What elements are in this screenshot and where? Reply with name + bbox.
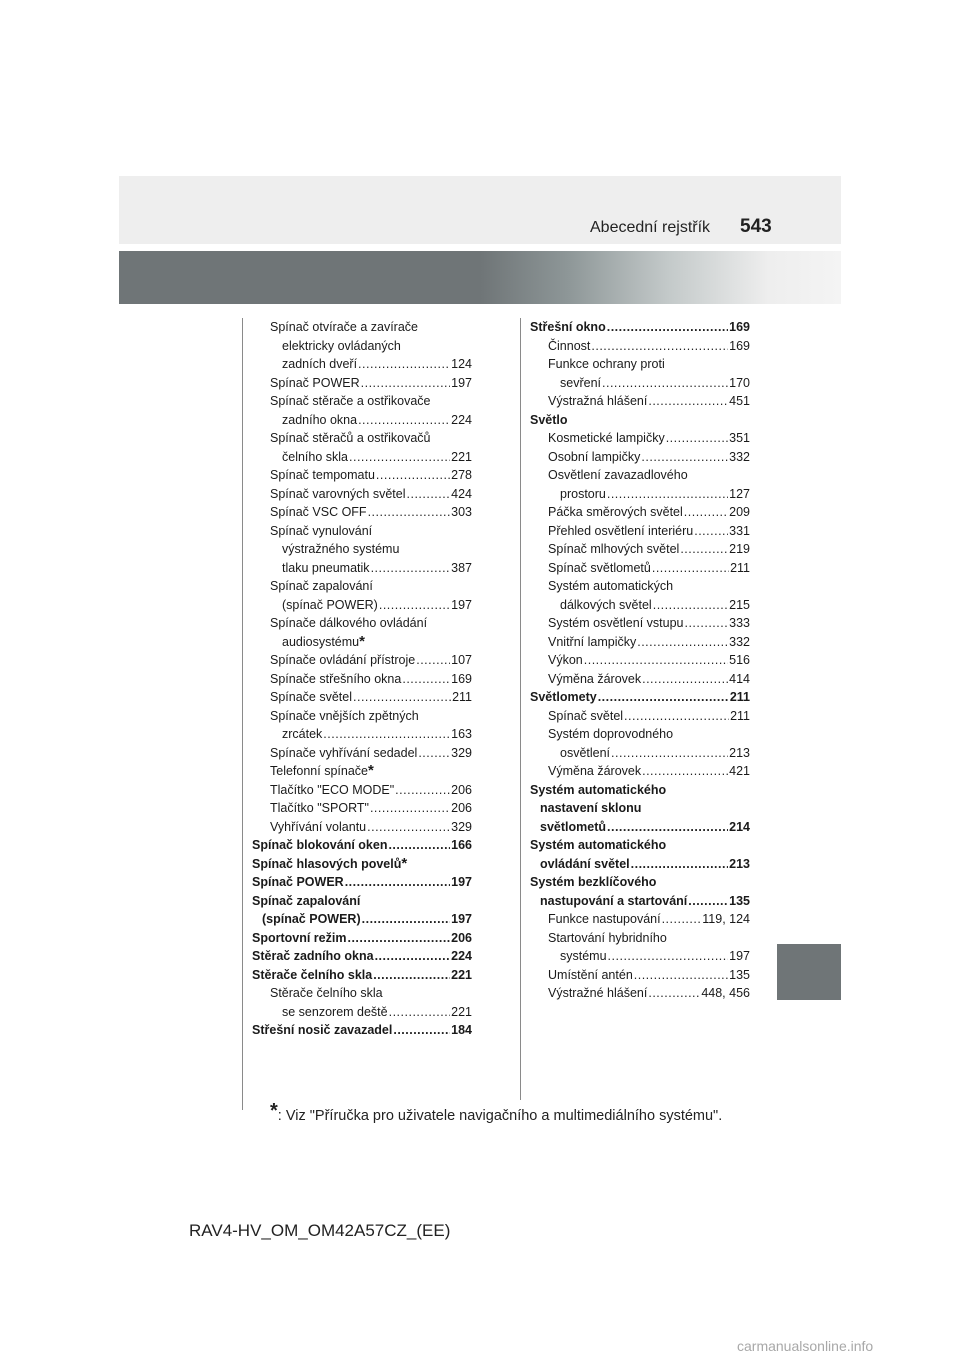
index-entry-term: Spínač zapalování [270, 579, 373, 593]
index-entry-term: Spínač mlhových světel [548, 542, 680, 556]
index-entry-term: Systém automatického [530, 782, 667, 797]
index-entry [530, 633, 750, 652]
index-entry-page: 170 [729, 375, 750, 390]
index-entry-term: čelního skla [282, 449, 349, 464]
index-entry [252, 910, 472, 929]
index-entry [530, 947, 750, 966]
index-entry-page: 197 [451, 912, 472, 926]
index-entry-page: 206 [451, 930, 472, 945]
index-entry-term: Výměna žárovek [548, 764, 642, 778]
dot-leader [607, 318, 728, 337]
index-entry-term: Spínače vnějších zpětných [270, 708, 419, 723]
index-entry-term: Spínač světlometů [548, 560, 651, 575]
index-entry [252, 411, 472, 430]
index-entry-term: (spínač POWER) [262, 912, 361, 926]
dot-leader [361, 374, 451, 393]
index-entry-term: Výkon [548, 653, 583, 667]
index-entry-term: systému [560, 949, 607, 963]
index-entry-page: 209 [729, 505, 750, 519]
dot-leader [607, 485, 728, 504]
index-entry [252, 559, 472, 578]
index-column-1 [252, 318, 472, 1040]
dot-leader [624, 707, 729, 726]
index-entry-term: Sportovní režim [252, 930, 347, 945]
index-entry [252, 651, 472, 670]
index-entry-term: audiosystému [282, 634, 360, 649]
dot-leader [608, 947, 729, 966]
index-entry [530, 855, 750, 874]
index-entry [252, 1003, 472, 1022]
index-entry [530, 522, 750, 541]
dot-leader [694, 522, 728, 541]
index-entry [530, 744, 750, 763]
index-entry-page: 197 [451, 875, 472, 889]
index-entry [530, 355, 750, 374]
index-entry [530, 540, 750, 559]
index-entry-page: 107 [451, 653, 472, 667]
dot-leader [652, 559, 729, 578]
index-entry-page: 215 [729, 597, 750, 612]
dot-leader [371, 559, 451, 578]
index-entry-page: 331 [729, 523, 750, 538]
index-entry-term: Spínač otvírače a zavírače [270, 320, 418, 334]
index-entry-page: 135 [729, 893, 750, 908]
index-entry-term: Výstražná hlášení [548, 394, 648, 408]
index-entry-term: Spínač POWER [270, 375, 360, 390]
dot-leader [684, 614, 728, 633]
index-entry [530, 466, 750, 485]
dot-leader [653, 596, 728, 615]
dot-leader [375, 947, 451, 966]
index-entry-page: 224 [451, 412, 472, 427]
dot-leader [362, 910, 451, 929]
index-entry [530, 670, 750, 689]
index-entry-page: 329 [451, 745, 472, 760]
index-entry-page: 206 [451, 801, 472, 815]
index-entry-term: Spínače střešního okna [270, 671, 402, 686]
index-entry-page: 451 [729, 394, 750, 408]
index-entry [530, 577, 750, 596]
dot-leader [379, 596, 450, 615]
index-entry [530, 799, 750, 818]
index-entry-page: 211 [729, 690, 750, 704]
index-entry [252, 947, 472, 966]
footnote-text: : Viz "Příručka pro uživatele navigačního a multimediálního systému". [277, 1108, 723, 1124]
index-entry [530, 559, 750, 578]
index-entry-term: Osobní lampičky [548, 449, 641, 464]
index-entry-page: 303 [451, 505, 472, 519]
index-entry [530, 762, 750, 781]
index-entry [252, 614, 472, 633]
index-entry-page: 127 [729, 486, 750, 501]
dot-leader [662, 910, 702, 929]
index-entry-page: 224 [451, 949, 472, 963]
index-entry-page: 448, 456 [701, 986, 750, 1000]
index-entry-page: 169 [729, 338, 750, 353]
index-entry [530, 781, 750, 800]
index-entry-page: 221 [451, 967, 472, 982]
dot-leader [353, 688, 451, 707]
index-entry-page: 169 [729, 320, 750, 334]
dot-leader [418, 744, 450, 763]
dot-leader [402, 670, 450, 689]
index-entry-page: 166 [451, 838, 472, 852]
footnote-star: * [270, 1100, 278, 1122]
dot-leader [637, 633, 728, 652]
index-entry [252, 984, 472, 1003]
index-entry-term: světlometů [540, 819, 606, 834]
index-entry [252, 688, 472, 707]
index-entry-term: Spínač VSC OFF [270, 505, 367, 519]
index-entry-page: 414 [729, 671, 750, 686]
dot-leader [642, 762, 728, 781]
index-entry-page: 333 [729, 616, 750, 630]
index-entry-page: 351 [729, 431, 750, 445]
index-entry-term: Osvětlení zavazadlového [548, 468, 688, 482]
index-entry-term: zadních dveří [282, 357, 358, 371]
index-entry [530, 503, 750, 522]
dot-leader [373, 966, 450, 985]
dot-leader [607, 818, 728, 837]
index-entry-page: 421 [729, 764, 750, 778]
index-entry-term: Páčka směrových světel [548, 505, 683, 519]
index-entry-term: se senzorem deště [282, 1004, 388, 1019]
index-entry [530, 929, 750, 948]
index-entry-term: Spínač POWER [252, 875, 344, 889]
index-entry-term: sevření [560, 375, 601, 390]
index-entry-term: osvětlení [560, 745, 611, 760]
dot-leader [688, 892, 728, 911]
index-entry [530, 688, 750, 707]
dot-leader [611, 744, 728, 763]
index-entry-term: nastavení sklonu [540, 801, 642, 815]
index-entry-page: 516 [729, 653, 750, 667]
index-entry-page: 135 [729, 967, 750, 982]
index-entry [530, 836, 750, 855]
index-entry [252, 355, 472, 374]
index-entry-term: Spínač stěračů a ostřikovačů [270, 431, 431, 445]
index-entry-page: 197 [451, 597, 472, 612]
index-entry-term: Spínače dálkového ovládání [270, 616, 428, 630]
index-entry-term: Spínač hlasových povelů [252, 856, 402, 871]
index-entry [530, 818, 750, 837]
chapter-tab [777, 944, 841, 1000]
index-entry-term: (spínač POWER) [282, 597, 378, 612]
index-entry [252, 799, 472, 818]
index-entry-page: 213 [729, 856, 750, 871]
index-entry-term: Střešní nosič zavazadel [252, 1023, 393, 1037]
index-entry-term: Telefonní spínače [270, 764, 368, 778]
dot-leader [347, 929, 450, 948]
index-entry-page: 332 [729, 634, 750, 649]
index-entry-term: Výměna žárovek [548, 671, 642, 686]
footnote [270, 1100, 722, 1124]
index-entry-term: Světlo [530, 412, 568, 427]
dot-leader [368, 503, 451, 522]
index-entry [252, 836, 472, 855]
dot-leader [358, 411, 450, 430]
watermark: carmanualsonline.info [737, 1338, 874, 1354]
dot-leader [602, 374, 728, 393]
index-entry [530, 892, 750, 911]
index-entry-term: Tlačítko "SPORT" [270, 801, 369, 815]
dot-leader [323, 725, 450, 744]
index-entry [252, 503, 472, 522]
index-entry-term: tlaku pneumatik [282, 560, 370, 575]
index-entry-page: 278 [451, 468, 472, 482]
index-entry-term: Spínač světel [548, 708, 624, 723]
index-entry-term: Střešní okno [530, 320, 606, 334]
index-entry-page: 206 [451, 782, 472, 797]
index-entry [252, 522, 472, 541]
dot-leader [591, 337, 728, 356]
index-entry-page: 214 [729, 819, 750, 834]
index-entry [530, 966, 750, 985]
index-entry-page: 221 [451, 449, 472, 464]
dot-leader [648, 392, 728, 411]
index-entry-term: Vnitřní lampičky [548, 634, 637, 649]
index-entry [252, 485, 472, 504]
index-entry [530, 614, 750, 633]
index-entry-page: 329 [451, 819, 472, 834]
index-entry [252, 892, 472, 911]
index-entry-term: Kosmetické lampičky [548, 431, 665, 445]
dot-leader [641, 448, 728, 467]
index-entry-term: Spínač blokování oken [252, 838, 388, 852]
index-entry-term: Stěrače čelního skla [252, 967, 373, 982]
index-entry-term: Systém automatického [530, 838, 667, 852]
dot-leader [358, 355, 450, 374]
index-column-2 [530, 318, 750, 1003]
dot-leader [367, 818, 450, 837]
index-entry [252, 466, 472, 485]
index-entry [252, 966, 472, 985]
dot-leader [407, 485, 451, 504]
index-entry-term: Funkce nastupování [548, 912, 661, 926]
index-entry: Telefonní spínače * [270, 762, 374, 779]
index-entry [530, 873, 750, 892]
index-entry [252, 337, 472, 356]
index-entry-term: ovládání světel [540, 856, 630, 871]
index-entry-term: Spínače vyhřívání sedadel [270, 745, 418, 760]
dot-leader [684, 503, 728, 522]
section-title: Abecední rejstřík [590, 219, 711, 236]
index-entry-term: zrcátek [282, 727, 323, 741]
index-entry [530, 651, 750, 670]
index-entry [252, 929, 472, 948]
index-entry [530, 448, 750, 467]
dot-leader [389, 1003, 451, 1022]
dot-leader [395, 781, 450, 800]
index-entry-page: 211 [452, 690, 472, 704]
index-entry-term: nastupování a startování [540, 893, 688, 908]
index-entry [252, 725, 472, 744]
index-entry [530, 429, 750, 448]
index-entry-page: 169 [451, 671, 472, 686]
index-entry-term: Spínače ovládání přístroje [270, 653, 416, 667]
index-entry-term: Výstražné hlášení [548, 986, 648, 1000]
index-entry-page: 211 [730, 708, 750, 723]
dot-leader [598, 688, 729, 707]
dot-leader [666, 429, 728, 448]
index-entry [530, 337, 750, 356]
index-entry [252, 707, 472, 726]
index-entry-page: 184 [451, 1023, 472, 1037]
index-entry [252, 1021, 472, 1040]
index-entry-term: Spínač zapalování [252, 893, 361, 908]
index-entry-term: Systém automatických [548, 579, 674, 593]
dot-leader [416, 651, 450, 670]
index-entry [530, 485, 750, 504]
index-entry-page: 119, 124 [702, 912, 750, 926]
index-entry [252, 429, 472, 448]
dot-leader [642, 670, 728, 689]
decorative-gradient-band [119, 251, 841, 304]
index-entry-term: Spínače světel [270, 690, 352, 704]
index-entry [252, 744, 472, 763]
index-entry-term: Stěrač zadního okna [252, 949, 374, 963]
index-entry [252, 318, 472, 337]
index-entry: Spínač hlasových povelů * [252, 854, 408, 872]
index-entry-page: 124 [451, 357, 472, 371]
column-divider-middle [520, 318, 521, 1100]
index-entry-term: výstražného systému [282, 542, 400, 556]
index-entry [252, 577, 472, 596]
index-entry [530, 411, 750, 430]
index-entry-term: Spínač tempomatu [270, 468, 375, 482]
dot-leader [648, 984, 700, 1003]
index-entry-term: Startování hybridního [548, 930, 667, 945]
index-entry-term: dálkových světel [560, 597, 652, 612]
index-entry-term: zadního okna [282, 412, 358, 427]
column-divider-left [242, 318, 243, 1110]
index-entry [530, 910, 750, 929]
index-entry [252, 670, 472, 689]
index-entry [252, 392, 472, 411]
dot-leader [680, 540, 728, 559]
index-entry-page: 197 [451, 375, 472, 390]
index-entry [530, 318, 750, 337]
index-entry-term: Systém doprovodného [548, 727, 674, 741]
dot-leader [370, 799, 450, 818]
index-entry-term: Spínač stěrače a ostřikovače [270, 394, 431, 408]
index-entry [252, 781, 472, 800]
index-entry [252, 540, 472, 559]
index-entry-page: 387 [451, 560, 472, 575]
index-entry-term: Tlačítko "ECO MODE" [270, 782, 395, 797]
index-entry-term: elektricky ovládaných [282, 338, 401, 353]
dot-leader [631, 855, 729, 874]
index-entry-page: 163 [451, 727, 472, 741]
index-entry-term: Systém osvětlení vstupu [548, 616, 684, 630]
index-entry [252, 596, 472, 615]
index-entry-term: Vyhřívání volantu [270, 819, 367, 834]
index-entry-page: 221 [451, 1004, 472, 1019]
index-entry-term: Systém bezklíčového [530, 875, 657, 889]
index-entry [530, 725, 750, 744]
dot-leader [376, 466, 450, 485]
index-entry-term: Spínač varovných světel [270, 486, 406, 501]
index-entry [530, 596, 750, 615]
index-entry-term: prostoru [560, 486, 606, 501]
index-entry-page: 424 [451, 486, 472, 501]
dot-leader [388, 836, 450, 855]
dot-leader [345, 873, 450, 892]
index-entry [530, 984, 750, 1003]
index-entry [252, 818, 472, 837]
index-entry-page: 332 [729, 449, 750, 464]
index-entry-page: 211 [730, 560, 750, 575]
page-number: 543 [740, 216, 772, 237]
index-entry: audiosystému * [282, 632, 365, 650]
page-header-band [119, 176, 841, 244]
index-entry-term: Spínač vynulování [270, 523, 373, 538]
index-entry-term: Světlomety [530, 690, 597, 704]
dot-leader [393, 1021, 450, 1040]
index-entry [530, 374, 750, 393]
index-entry-term: Stěrače čelního skla [270, 986, 383, 1000]
index-entry-page: 197 [729, 949, 750, 963]
index-entry [252, 448, 472, 467]
dot-leader [584, 651, 728, 670]
document-code: RAV4-HV_OM_OM42A57CZ_(EE) [189, 1221, 451, 1240]
dot-leader [634, 966, 728, 985]
index-entry [530, 707, 750, 726]
index-entry-term: Funkce ochrany proti [548, 357, 665, 371]
index-entry [252, 873, 472, 892]
index-entry-term: Umístění antén [548, 967, 633, 982]
index-entry-term: Přehled osvětlení interiéru [548, 523, 694, 538]
dot-leader [349, 448, 450, 467]
index-entry [252, 374, 472, 393]
index-entry-page: 213 [729, 745, 750, 760]
index-entry-page: 219 [729, 542, 750, 556]
index-entry [530, 392, 750, 411]
index-entry-term: Činnost [548, 338, 591, 353]
